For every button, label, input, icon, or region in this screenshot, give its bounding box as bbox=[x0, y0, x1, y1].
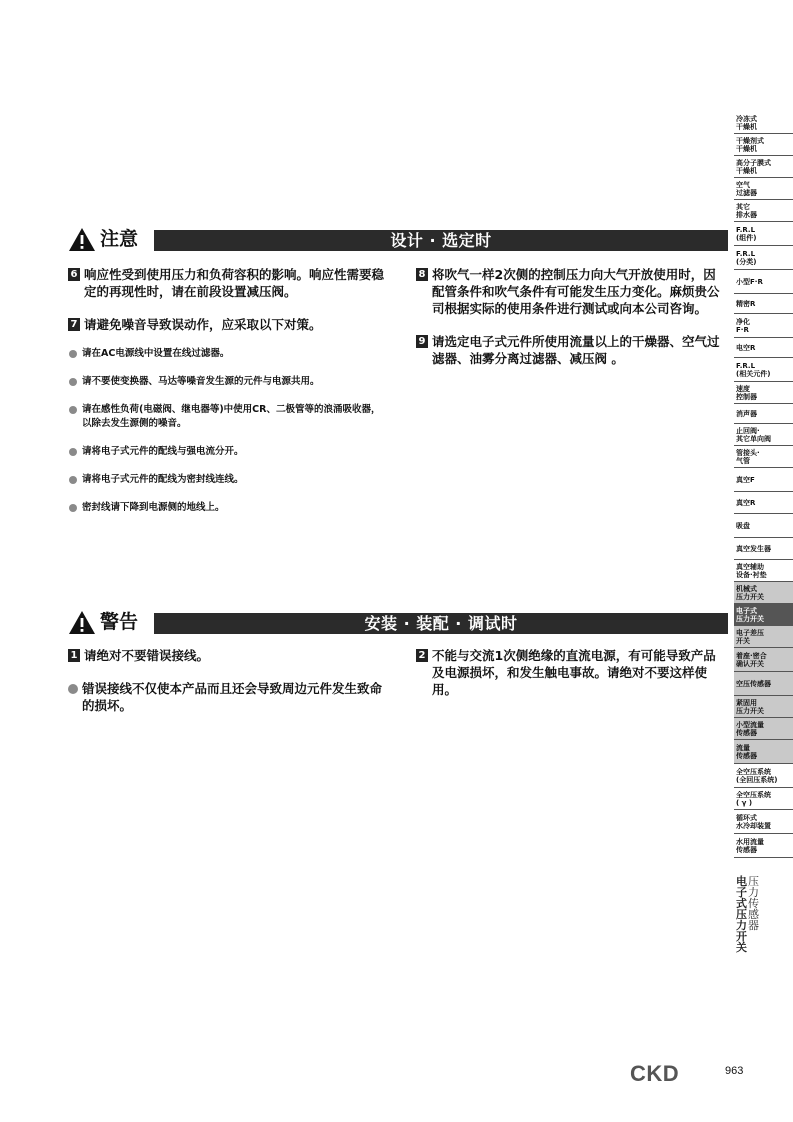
index-tab[interactable] bbox=[734, 834, 793, 858]
caution-left-column bbox=[68, 266, 386, 515]
index-tab[interactable] bbox=[734, 178, 793, 200]
index-tab-label: 压力开关 bbox=[736, 592, 764, 601]
item-text: 请绝对不要错误接线。 bbox=[84, 648, 210, 663]
warning-section-title: 安装 · 装配 · 调试时 bbox=[154, 613, 728, 634]
item-text: 请选定电子式元件所使用流量以上的干燥器、空气过滤器、油雾分离过滤器、减压阀 。 bbox=[432, 334, 720, 366]
item-number: 7 bbox=[68, 318, 80, 331]
index-tab[interactable] bbox=[734, 270, 793, 294]
item-number: 8 bbox=[416, 268, 428, 281]
index-tab[interactable] bbox=[734, 358, 793, 382]
index-tab[interactable] bbox=[734, 740, 793, 764]
vertical-title-char: 子 bbox=[736, 886, 747, 899]
caution-bullet: 请将电子式元件的配线与强电流分开。 bbox=[68, 445, 386, 459]
index-tab[interactable] bbox=[734, 718, 793, 740]
index-tab-label: 干燥机 bbox=[736, 144, 757, 153]
index-tab-label: 控制器 bbox=[736, 392, 757, 401]
index-tab-label: 真空F bbox=[736, 475, 755, 484]
index-tab-label: 确认开关 bbox=[736, 659, 764, 668]
index-tab-label: 其它单向阀 bbox=[736, 434, 771, 443]
caution-label: 注意 bbox=[100, 228, 139, 250]
index-tab[interactable] bbox=[734, 112, 793, 134]
index-tab-label: 空压传感器 bbox=[736, 679, 771, 688]
index-tab-label: 流量 bbox=[736, 743, 750, 752]
page-number: 963 bbox=[725, 1065, 744, 1077]
index-tab[interactable] bbox=[734, 382, 793, 404]
index-tab-label: 水用流量 bbox=[736, 837, 764, 846]
index-tab-label: 着座·密合 bbox=[736, 651, 767, 660]
warning-triangle-icon bbox=[68, 609, 96, 635]
item-number: 6 bbox=[68, 268, 80, 281]
category-index-tabs bbox=[734, 112, 793, 858]
warning-bullet: 错误接线不仅使本产品而且还会导致周边元件发生致命的损坏。 bbox=[68, 680, 386, 714]
caution-item-6 bbox=[68, 266, 386, 300]
index-tab-label: F.R.L bbox=[736, 361, 756, 370]
index-tab-label: 止回阀· bbox=[736, 426, 760, 435]
index-tab-label: F.R.L bbox=[736, 249, 756, 258]
caution-bullet: 密封线请下降到电源侧的地线上。 bbox=[68, 501, 386, 515]
vertical-title-char: 器 bbox=[748, 919, 759, 932]
vertical-title-char: 关 bbox=[736, 941, 747, 954]
item-text: 不能与交流1次侧绝缘的直流电源，有可能导致产品及电源损坏，和发生触电事故。请绝对不要这样使用。 bbox=[432, 648, 716, 697]
index-tab-label: 过滤器 bbox=[736, 188, 757, 197]
index-tab[interactable] bbox=[734, 810, 793, 834]
index-tab-label: 电子差压 bbox=[736, 628, 764, 637]
warning-triangle-icon bbox=[68, 226, 96, 252]
vertical-title-char: 传 bbox=[748, 897, 759, 910]
item-number: 2 bbox=[416, 649, 428, 662]
vertical-title-char: 感 bbox=[748, 908, 759, 921]
caution-section-title: 设计 · 选定时 bbox=[154, 230, 728, 251]
index-tab[interactable] bbox=[734, 788, 793, 810]
index-tab-label: 设备·衬垫 bbox=[736, 570, 767, 579]
caution-bullet: 请在AC电源线中设置在线过滤器。 bbox=[68, 347, 386, 361]
vertical-title-char: 力 bbox=[736, 919, 747, 932]
index-tab[interactable] bbox=[734, 582, 793, 604]
index-tab-label: 小型流量 bbox=[736, 720, 764, 729]
index-tab[interactable] bbox=[734, 338, 793, 358]
warning-item-1 bbox=[68, 647, 386, 664]
index-tab-label: 空气 bbox=[736, 180, 750, 189]
index-tab[interactable] bbox=[734, 514, 793, 538]
index-tab[interactable] bbox=[734, 696, 793, 718]
warning-header bbox=[68, 609, 728, 635]
index-tab[interactable] bbox=[734, 538, 793, 560]
index-tab-label: (全回压系统) bbox=[736, 775, 778, 784]
index-tab[interactable] bbox=[734, 314, 793, 338]
index-tab-label: 速度 bbox=[736, 384, 750, 393]
index-tab[interactable] bbox=[734, 492, 793, 514]
caution-label-group bbox=[68, 226, 138, 252]
index-tab-label: 干燥机 bbox=[736, 122, 757, 131]
vertical-title-char: 力 bbox=[748, 886, 759, 899]
index-tab-label: 精密R bbox=[736, 299, 756, 308]
caution-item-7 bbox=[68, 316, 386, 333]
index-tab-label: F·R bbox=[736, 325, 749, 334]
item-number: 9 bbox=[416, 335, 428, 348]
vertical-title-char: 压 bbox=[748, 875, 759, 888]
index-tab[interactable] bbox=[734, 560, 793, 582]
ckd-logo: CKD bbox=[630, 1061, 680, 1086]
index-tab-label: 吸盘 bbox=[736, 521, 750, 530]
warning-label: 警告 bbox=[100, 611, 139, 633]
index-tab-label: 冷冻式 bbox=[736, 114, 757, 123]
vertical-chapter-title bbox=[736, 876, 759, 953]
index-tab-label: 循环式 bbox=[736, 813, 757, 822]
warning-item-2 bbox=[416, 647, 728, 698]
index-tab-label: 排水器 bbox=[736, 210, 757, 219]
chapter-title-primary bbox=[736, 876, 747, 953]
vertical-title-char: 式 bbox=[736, 897, 747, 910]
vertical-title-char: 开 bbox=[736, 930, 747, 943]
caution-item-9 bbox=[416, 333, 728, 367]
index-tab-label: 机械式 bbox=[736, 584, 757, 593]
index-tab-label: F.R.L bbox=[736, 225, 756, 234]
index-tab[interactable] bbox=[734, 764, 793, 788]
index-tab-label: 真空R bbox=[736, 498, 756, 507]
index-tab[interactable] bbox=[734, 424, 793, 446]
index-tab[interactable] bbox=[734, 468, 793, 492]
warning-left-column bbox=[68, 647, 386, 714]
index-tab-label: 开关 bbox=[736, 636, 750, 645]
index-tab-label: 传感器 bbox=[736, 751, 757, 760]
index-tab-label: 真空发生器 bbox=[736, 544, 771, 553]
vertical-title-char: 电 bbox=[736, 875, 747, 888]
index-tab-label: 全空压系统 bbox=[736, 790, 771, 799]
caution-right-column bbox=[416, 266, 728, 367]
index-tab-label: 其它 bbox=[736, 202, 750, 211]
index-tab-label: 电空R bbox=[736, 343, 756, 352]
index-tab-label: 气管 bbox=[736, 456, 750, 465]
index-tab[interactable] bbox=[734, 446, 793, 468]
index-tab-label: 传感器 bbox=[736, 845, 757, 854]
index-tab[interactable] bbox=[734, 222, 793, 246]
chapter-title-secondary bbox=[748, 876, 759, 953]
index-tab[interactable] bbox=[734, 648, 793, 672]
index-tab-label: 小型F·R bbox=[736, 277, 763, 286]
index-tab-label: (相关元件) bbox=[736, 369, 771, 378]
index-tab-label: (组件) bbox=[736, 233, 757, 242]
warning-right-column bbox=[416, 647, 728, 698]
index-tab-label: 真空辅助 bbox=[736, 562, 764, 571]
index-tab-label: 高分子膜式 bbox=[736, 158, 771, 167]
index-tab-label: 压力开关 bbox=[736, 614, 764, 623]
index-tab[interactable] bbox=[734, 294, 793, 314]
caution-bullet: 请将电子式元件的配线为密封线连线。 bbox=[68, 473, 386, 487]
index-tab-label: 管接头· bbox=[736, 448, 760, 457]
index-tab-label: (分类) bbox=[736, 257, 757, 266]
index-tab[interactable] bbox=[734, 404, 793, 424]
item-text: 响应性受到使用压力和负荷容积的影响。响应性需要稳定的再现性时，请在前段设置减压阀。 bbox=[84, 267, 385, 299]
index-tab-label: 压力开关 bbox=[736, 706, 764, 715]
index-tab-label: 干燥剂式 bbox=[736, 136, 764, 145]
index-tab-label: 电子式 bbox=[736, 606, 757, 615]
item-text: 将吹气一样2次侧的控制压力向大气开放使用时，因配管条件和吹气条件有可能发生压力变化。麻烦贵公司根据实际的使用条件进行测试或向本公司咨询。 bbox=[432, 267, 720, 316]
caution-bullet: 请不要使变换器、马达等噪音发生源的元件与电源共用。 bbox=[68, 375, 386, 389]
index-tab-label: 全空压系统 bbox=[736, 767, 771, 776]
item-text: 请避免噪音导致误动作，应采取以下对策。 bbox=[84, 317, 322, 332]
index-tab-label: ( γ ) bbox=[736, 798, 753, 807]
index-tab[interactable] bbox=[734, 604, 793, 626]
index-tab[interactable] bbox=[734, 200, 793, 222]
warning-label-group bbox=[68, 609, 138, 635]
caution-header bbox=[68, 226, 728, 252]
index-tab[interactable] bbox=[734, 134, 793, 156]
index-tab-label: 传感器 bbox=[736, 728, 757, 737]
index-tab[interactable] bbox=[734, 156, 793, 178]
caution-item-8 bbox=[416, 266, 728, 317]
index-tab[interactable] bbox=[734, 626, 793, 648]
caution-bullet: 请在感性负荷(电磁阀、继电器等)中使用CR、二极管等的浪涌吸收器，以除去发生源侧的噪音。 bbox=[68, 403, 386, 431]
item-number: 1 bbox=[68, 649, 80, 662]
index-tab-label: 水冷却装置 bbox=[736, 821, 771, 830]
index-tab-label: 消声器 bbox=[736, 409, 757, 418]
index-tab[interactable] bbox=[734, 246, 793, 270]
index-tab-label: 紧固用 bbox=[736, 698, 757, 707]
index-tab[interactable] bbox=[734, 672, 793, 696]
index-tab-label: 净化 bbox=[736, 317, 750, 326]
vertical-title-char: 压 bbox=[736, 908, 747, 921]
index-tab-label: 干燥机 bbox=[736, 166, 757, 175]
